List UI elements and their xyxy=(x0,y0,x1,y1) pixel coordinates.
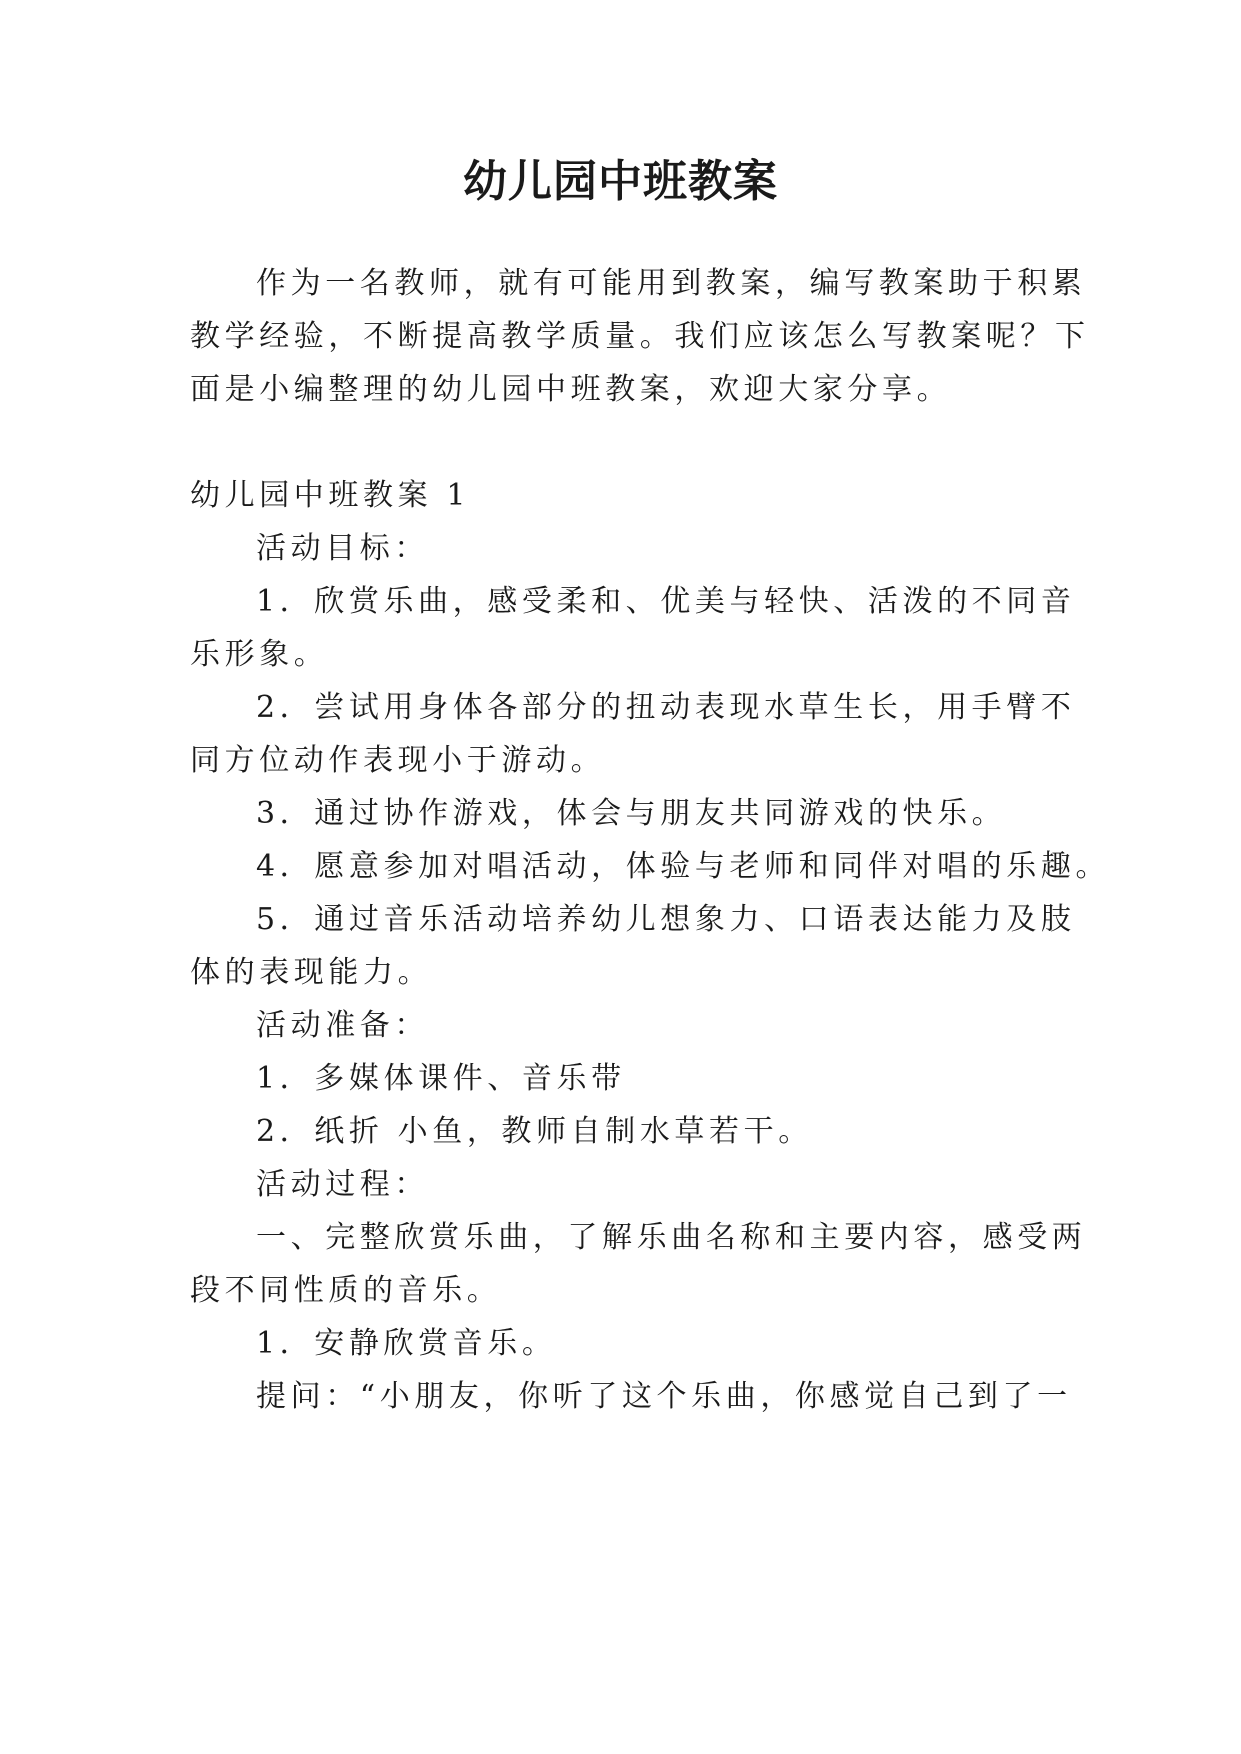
process-heading: 活动过程： xyxy=(256,1167,429,1202)
goal-item-continuation: 同方位动作表现小于游动。 xyxy=(190,743,606,778)
goal-item-continuation: 乐形象。 xyxy=(190,637,329,672)
process-step: 一、完整欣赏乐曲，了解乐曲名称和主要内容，感受两 xyxy=(256,1220,1087,1255)
question-line: 提问：“小朋友，你听了这个乐曲，你感觉自己到了一 xyxy=(256,1379,1072,1414)
section-heading: 幼儿园中班教案 1 xyxy=(190,478,471,513)
process-substep: 1．安静欣赏音乐。 xyxy=(256,1326,557,1361)
goal-item-continuation: 体的表现能力。 xyxy=(190,955,433,990)
goal-item: 3．通过协作游戏，体会与朋友共同游戏的快乐。 xyxy=(256,796,1007,831)
prep-item: 1．多媒体课件、音乐带 xyxy=(256,1061,626,1096)
goal-item: 4．愿意参加对唱活动，体验与老师和同伴对唱的乐趣。 xyxy=(256,849,1111,884)
intro-line: 作为一名教师，就有可能用到教案，编写教案助于积累 xyxy=(256,266,1087,301)
document-title: 幼儿园中班教案 xyxy=(463,156,778,207)
goals-heading: 活动目标： xyxy=(256,531,429,566)
goal-item: 5．通过音乐活动培养幼儿想象力、口语表达能力及肢 xyxy=(256,902,1076,937)
prep-heading: 活动准备： xyxy=(256,1008,429,1043)
prep-item: 2．纸折 小鱼，教师自制水草若干。 xyxy=(256,1114,813,1149)
process-step-continuation: 段不同性质的音乐。 xyxy=(190,1273,502,1308)
goal-item: 1．欣赏乐曲，感受柔和、优美与轻快、活泼的不同音 xyxy=(256,584,1076,619)
intro-line: 面是小编整理的幼儿园中班教案，欢迎大家分享。 xyxy=(190,372,952,407)
goal-item: 2．尝试用身体各部分的扭动表现水草生长，用手臂不 xyxy=(256,690,1076,725)
intro-line: 教学经验，不断提高教学质量。我们应该怎么写教案呢？下 xyxy=(190,319,1090,354)
